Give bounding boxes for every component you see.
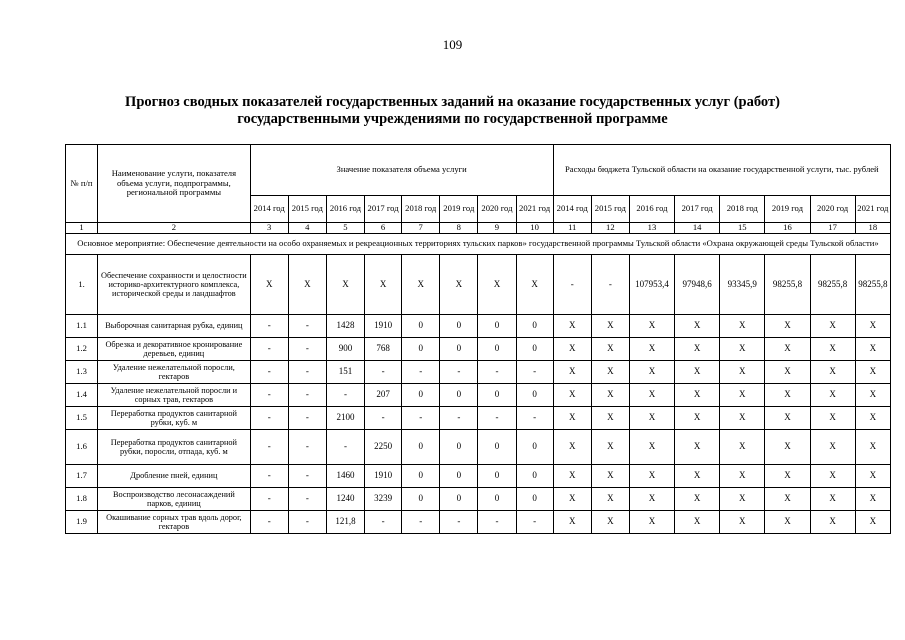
expense-value: X (765, 384, 810, 407)
expense-value: X (855, 511, 890, 534)
expense-value: X (855, 315, 890, 338)
volume-value: 121,8 (326, 511, 364, 534)
document-title (60, 94, 845, 128)
table-row (66, 315, 891, 338)
expense-value: - (553, 255, 591, 315)
expense-value: X (855, 384, 890, 407)
volume-value: 768 (365, 338, 402, 361)
column-number: 9 (478, 223, 516, 234)
column-number: 14 (675, 223, 720, 234)
volume-value: - (365, 407, 402, 430)
column-number: 12 (591, 223, 629, 234)
expense-value: X (720, 488, 765, 511)
expense-value: X (675, 511, 720, 534)
header-expenses-year: 2014 год (553, 196, 591, 223)
expense-value: X (765, 465, 810, 488)
expense-value: X (675, 407, 720, 430)
expense-value: X (810, 511, 855, 534)
row-name: Обрезка и декоративное кронирование деревьев, единиц (98, 338, 251, 361)
volume-value: 0 (440, 338, 478, 361)
column-number: 1 (66, 223, 98, 234)
volume-value: 1910 (365, 315, 402, 338)
table-row (66, 255, 891, 315)
expense-value: X (591, 361, 629, 384)
volume-value: - (250, 511, 288, 534)
volume-value: 0 (440, 430, 478, 465)
header-expenses-year: 2018 год (720, 196, 765, 223)
row-name: Удаление нежелательной поросли, гектаров (98, 361, 251, 384)
volume-value: 0 (478, 315, 516, 338)
volume-value: 2100 (326, 407, 364, 430)
volume-value: - (288, 338, 326, 361)
expense-value: X (810, 384, 855, 407)
volume-value: - (288, 465, 326, 488)
volume-value: - (402, 511, 440, 534)
volume-value: - (326, 384, 364, 407)
expense-value: X (553, 407, 591, 430)
expense-value: X (591, 511, 629, 534)
column-number: 17 (810, 223, 855, 234)
volume-value: - (516, 361, 553, 384)
column-number: 18 (855, 223, 890, 234)
volume-value: 3239 (365, 488, 402, 511)
volume-value: - (250, 465, 288, 488)
volume-value: 207 (365, 384, 402, 407)
volume-value: - (250, 315, 288, 338)
row-name: Обеспечение сохранности и целостности историко-архитектурного комплекса, исторической среды и ландшафтов (98, 255, 251, 315)
header-expenses-year: 2021 год (855, 196, 890, 223)
expense-value: X (765, 361, 810, 384)
header-volume-year: 2020 год (478, 196, 516, 223)
expense-value: X (553, 315, 591, 338)
expense-value: X (855, 488, 890, 511)
header-volume-year: 2016 год (326, 196, 364, 223)
title-line-1: Прогноз сводных показателей государственных заданий на оказание государственных услуг (работ) (125, 94, 780, 110)
expense-value: 98255,8 (810, 255, 855, 315)
expense-value: X (553, 338, 591, 361)
expense-value: X (591, 384, 629, 407)
column-number: 8 (440, 223, 478, 234)
volume-value: X (478, 255, 516, 315)
expense-value: X (765, 338, 810, 361)
volume-value: 2250 (365, 430, 402, 465)
expense-value: X (855, 407, 890, 430)
expense-value: - (591, 255, 629, 315)
volume-value: 0 (516, 384, 553, 407)
expense-value: X (591, 430, 629, 465)
header-volume-group: Значение показателя объема услуги (250, 145, 553, 196)
expense-value: X (629, 430, 674, 465)
row-number: 1.8 (66, 488, 98, 511)
column-number: 4 (288, 223, 326, 234)
volume-value: 0 (402, 430, 440, 465)
expense-value: X (720, 511, 765, 534)
expense-value: X (855, 430, 890, 465)
volume-value: 0 (516, 338, 553, 361)
expense-value: X (629, 384, 674, 407)
volume-value: X (326, 255, 364, 315)
volume-value: 0 (402, 338, 440, 361)
expense-value: 93345,9 (720, 255, 765, 315)
expense-value: X (720, 315, 765, 338)
row-name: Переработка продуктов санитарной рубки, куб. м (98, 407, 251, 430)
row-number: 1.3 (66, 361, 98, 384)
column-number: 16 (765, 223, 810, 234)
table-row (66, 384, 891, 407)
expense-value: X (720, 338, 765, 361)
expense-value: X (810, 407, 855, 430)
expense-value: 98255,8 (855, 255, 890, 315)
row-name: Воспроизводство лесонасаждений парков, единиц (98, 488, 251, 511)
volume-value: - (250, 361, 288, 384)
volume-value: 151 (326, 361, 364, 384)
volume-value: - (326, 430, 364, 465)
expense-value: X (765, 407, 810, 430)
volume-value: 0 (440, 465, 478, 488)
expense-value: X (675, 465, 720, 488)
expense-value: X (591, 338, 629, 361)
volume-value: X (440, 255, 478, 315)
volume-value: - (440, 511, 478, 534)
forecast-table (65, 144, 891, 534)
volume-value: 0 (516, 315, 553, 338)
volume-value: - (288, 407, 326, 430)
volume-value: - (365, 511, 402, 534)
volume-value: - (516, 511, 553, 534)
table-row (66, 488, 891, 511)
expense-value: X (765, 488, 810, 511)
table-row (66, 465, 891, 488)
row-name: Удаление нежелательной поросли и сорных трав, гектаров (98, 384, 251, 407)
expense-value: X (629, 338, 674, 361)
expense-value: X (810, 361, 855, 384)
volume-value: - (250, 488, 288, 511)
header-volume-year: 2014 год (250, 196, 288, 223)
volume-value: X (516, 255, 553, 315)
volume-value: 0 (516, 465, 553, 488)
expense-value: X (720, 361, 765, 384)
volume-value: 0 (402, 315, 440, 338)
volume-value: - (288, 315, 326, 338)
volume-value: - (288, 384, 326, 407)
expense-value: X (810, 488, 855, 511)
volume-value: 0 (440, 384, 478, 407)
expense-value: X (810, 465, 855, 488)
table-row (66, 407, 891, 430)
table-row (66, 511, 891, 534)
row-name: Выборочная санитарная рубка, единиц (98, 315, 251, 338)
volume-value: 0 (402, 488, 440, 511)
expense-value: X (720, 407, 765, 430)
expense-value: X (720, 430, 765, 465)
column-number: 11 (553, 223, 591, 234)
expense-value: X (629, 407, 674, 430)
volume-value: - (250, 384, 288, 407)
title-line-2: государственными учреждениями по государственной программе (237, 111, 668, 127)
expense-value: X (675, 338, 720, 361)
expense-value: X (553, 488, 591, 511)
row-number: 1.5 (66, 407, 98, 430)
volume-value: 0 (478, 465, 516, 488)
expense-value: X (553, 384, 591, 407)
column-number: 5 (326, 223, 364, 234)
volume-value: - (288, 430, 326, 465)
volume-value: - (478, 361, 516, 384)
header-volume-year: 2019 год (440, 196, 478, 223)
expense-value: X (855, 465, 890, 488)
header-expenses-year: 2020 год (810, 196, 855, 223)
expense-value: X (629, 315, 674, 338)
volume-value: - (478, 407, 516, 430)
expense-value: X (629, 488, 674, 511)
volume-value: 0 (478, 488, 516, 511)
expense-value: X (553, 465, 591, 488)
row-name: Переработка продуктов санитарной рубки, поросли, отпада, куб. м (98, 430, 251, 465)
expense-value: X (591, 488, 629, 511)
volume-value: - (402, 361, 440, 384)
section-title: Основное мероприятие: Обеспечение деятельности на особо охраняемых и рекреационных территориях тульских парков» государственной программы Тульской области «Охрана окружающей среды Тульской области» (66, 234, 891, 255)
volume-value: - (365, 361, 402, 384)
column-number: 10 (516, 223, 553, 234)
expense-value: X (720, 465, 765, 488)
table-row (66, 430, 891, 465)
expense-value: X (629, 465, 674, 488)
expense-value: X (553, 511, 591, 534)
volume-value: - (516, 407, 553, 430)
column-number: 3 (250, 223, 288, 234)
volume-value: X (402, 255, 440, 315)
row-name: Дробление пней, единиц (98, 465, 251, 488)
column-number: 2 (98, 223, 251, 234)
volume-value: - (440, 407, 478, 430)
expense-value: X (675, 430, 720, 465)
volume-value: 0 (402, 465, 440, 488)
volume-value: 0 (478, 430, 516, 465)
column-number: 15 (720, 223, 765, 234)
column-number: 7 (402, 223, 440, 234)
expense-value: 97948,6 (675, 255, 720, 315)
header-name: Наименование услуги, показателя объема услуги, подпрограммы, региональной программы (98, 145, 251, 223)
volume-value: 1460 (326, 465, 364, 488)
volume-value: 0 (440, 488, 478, 511)
header-volume-year: 2018 год (402, 196, 440, 223)
header-volume-year: 2021 год (516, 196, 553, 223)
expense-value: X (810, 338, 855, 361)
volume-value: 0 (516, 430, 553, 465)
volume-value: - (250, 338, 288, 361)
expense-value: X (553, 430, 591, 465)
expense-value: 98255,8 (765, 255, 810, 315)
row-number: 1.2 (66, 338, 98, 361)
expense-value: X (720, 384, 765, 407)
volume-value: 1240 (326, 488, 364, 511)
page-number: 109 (442, 37, 463, 52)
volume-value: 0 (478, 384, 516, 407)
expense-value: X (855, 361, 890, 384)
expense-value: X (629, 511, 674, 534)
table-row (66, 361, 891, 384)
header-expenses-year: 2017 год (675, 196, 720, 223)
row-number: 1.4 (66, 384, 98, 407)
volume-value: 900 (326, 338, 364, 361)
expense-value: X (591, 465, 629, 488)
volume-value: - (440, 361, 478, 384)
volume-value: 1428 (326, 315, 364, 338)
row-number: 1.1 (66, 315, 98, 338)
column-number: 13 (629, 223, 674, 234)
volume-value: 0 (478, 338, 516, 361)
expense-value: X (591, 407, 629, 430)
volume-value: X (365, 255, 402, 315)
volume-value: - (478, 511, 516, 534)
volume-value: - (402, 407, 440, 430)
header-volume-year: 2015 год (288, 196, 326, 223)
volume-value: X (250, 255, 288, 315)
row-number: 1.7 (66, 465, 98, 488)
header-num: № п/п (66, 145, 98, 223)
column-number: 6 (365, 223, 402, 234)
volume-value: - (250, 430, 288, 465)
table-row (66, 338, 891, 361)
expense-value: X (765, 430, 810, 465)
volume-value: 0 (440, 315, 478, 338)
expense-value: X (675, 384, 720, 407)
expense-value: 107953,4 (629, 255, 674, 315)
row-number: 1.6 (66, 430, 98, 465)
header-expenses-year: 2019 год (765, 196, 810, 223)
volume-value: - (288, 361, 326, 384)
expense-value: X (591, 315, 629, 338)
expense-value: X (675, 315, 720, 338)
expense-value: X (629, 361, 674, 384)
header-volume-year: 2017 год (365, 196, 402, 223)
expense-value: X (765, 315, 810, 338)
header-expenses-year: 2015 год (591, 196, 629, 223)
volume-value: - (288, 511, 326, 534)
expense-value: X (553, 361, 591, 384)
header-expenses-group: Расходы бюджета Тульской области на оказание государственной услуги, тыс. рублей (553, 145, 890, 196)
volume-value: - (250, 407, 288, 430)
expense-value: X (855, 338, 890, 361)
expense-value: X (675, 488, 720, 511)
volume-value: X (288, 255, 326, 315)
expense-value: X (810, 430, 855, 465)
row-number: 1. (66, 255, 98, 315)
volume-value: 1910 (365, 465, 402, 488)
volume-value: 0 (516, 488, 553, 511)
volume-value: - (288, 488, 326, 511)
row-number: 1.9 (66, 511, 98, 534)
volume-value: 0 (402, 384, 440, 407)
row-name: Окашивание сорных трав вдоль дорог, гектаров (98, 511, 251, 534)
expense-value: X (765, 511, 810, 534)
header-expenses-year: 2016 год (629, 196, 674, 223)
expense-value: X (675, 361, 720, 384)
expense-value: X (810, 315, 855, 338)
